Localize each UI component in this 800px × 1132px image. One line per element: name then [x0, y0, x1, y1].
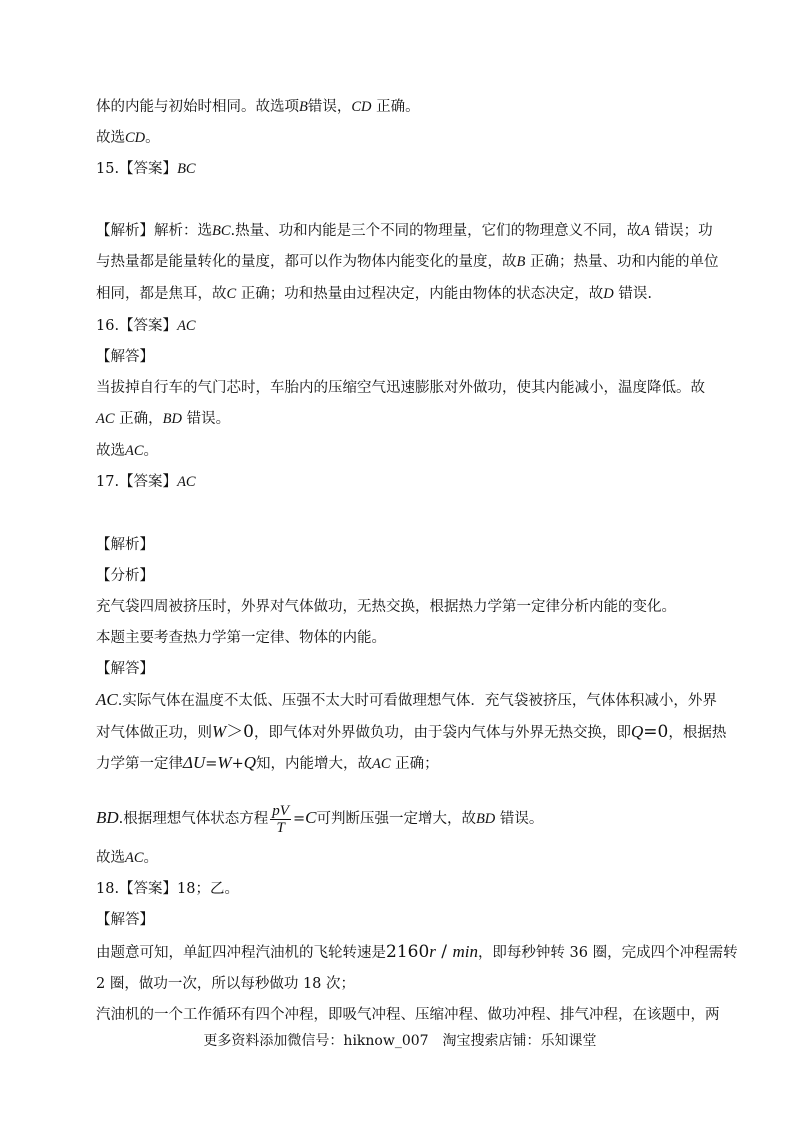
analysis-sub-heading: 【分析】 [96, 568, 154, 584]
solution-heading: 【解答】 [96, 349, 154, 365]
analysis-heading: 【解析】 [96, 537, 154, 553]
answer-17: 17.【答案】AC [96, 474, 196, 490]
solution-17-line-4: BD.根据理想气体状态方程 $\frac{pV}{T}$ =C可判断压强一定增大，故BD 错误。 [96, 802, 544, 836]
solution-18-line-2: 2 圈，做功一次，所以每秒做功 18 次； [96, 976, 356, 992]
solution-17-line-5: 故选AC。 [96, 850, 159, 866]
text-line: 体的内能与初始时相同。故选项B错误，CD 正确。 [96, 99, 420, 115]
solution-16-line-1: 当拔掉自行车的气门芯时，车胎内的压缩空气迅速膨胀对外做功，使其内能减小，温度降低。故 [96, 380, 705, 396]
solution-18-line-3: 汽油机的一个工作循环有四个冲程，即吸气冲程、压缩冲程、做功冲程、排气冲程，在该题中，两 [96, 1007, 720, 1023]
solution-heading: 【解答】 [96, 912, 154, 928]
answer-16: 16.【答案】AC [96, 318, 196, 334]
analysis-17-line-1: 充气袋四周被挤压时，外界对气体做功，无热交换，根据热力学第一定律分析内能的变化。 [96, 599, 676, 615]
solution-16-line-3: 故选AC。 [96, 443, 159, 459]
analysis-15-line-1: 【解析】解析：选BC.热量、功和内能是三个不同的物理量，它们的物理意义不同，故A 错误；功 [96, 223, 713, 239]
solution-17-line-3: 力学第一定律ΔU=W+Q知，内能增大，故AC 正确； [96, 753, 439, 772]
text-line: 故选CD。 [96, 130, 160, 146]
answer-18: 18.【答案】18；乙。 [96, 881, 240, 897]
solution-17-line-1: AC.实际气体在温度不太低、压强不太大时可看做理想气体．充气袋被挤压，气体体积减小，外界 [96, 690, 717, 709]
solution-16-line-2: AC 正确，BD 错误。 [96, 411, 231, 427]
analysis-17-line-2: 本题主要考查热力学第一定律、物体的内能。 [96, 630, 386, 646]
solution-18-line-1: 由题意可知，单缸四冲程汽油机的飞轮转速是2160r / min，即每秒钟转 36 圈，完成四个冲程需转 [96, 942, 738, 962]
solution-17-line-2: 对气体做正功，则W＞0，即气体对外界做负功，由于袋内气体与外界无热交换，即Q=0，根据热 [96, 722, 727, 742]
answer-15: 15.【答案】BC [96, 161, 196, 177]
fraction-pv-over-t: $\frac{pV}{T}$ [272, 802, 289, 836]
solution-heading: 【解答】 [96, 661, 154, 677]
analysis-15-line-2: 与热量都是能量转化的量度，都可以作为物体内能变化的量度，故B 正确；热量、功和内能的单位 [96, 254, 719, 270]
page-footer: 更多资料添加微信号：hiknow_007 淘宝搜索店铺：乐知课堂 [203, 1033, 597, 1049]
analysis-15-line-3: 相同，都是焦耳，故C 正确；功和热量由过程决定，内能由物体的状态决定，故D 错误. [96, 286, 652, 302]
